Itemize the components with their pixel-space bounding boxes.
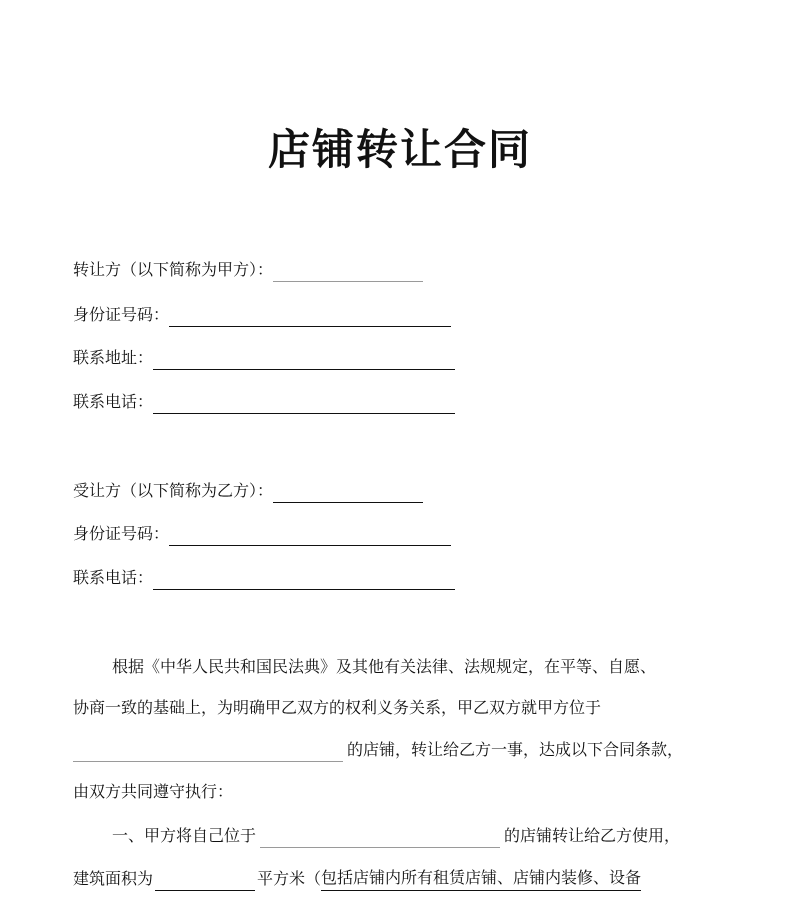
transferee-heading: 受让方（以下简称为乙方）： xyxy=(73,481,274,500)
area-blank[interactable] xyxy=(155,872,255,891)
transferor-heading: 转让方（以下简称为甲方）： xyxy=(73,260,274,279)
transferor-id-label: 身份证号码： xyxy=(73,305,170,324)
clause-1-area-prefix: 建筑面积为 xyxy=(73,869,154,888)
transferor-id-blank[interactable] xyxy=(169,308,451,327)
transferor-name-blank[interactable] xyxy=(273,263,423,282)
transferor-address-row xyxy=(73,346,455,370)
clause-1-location-blank[interactable] xyxy=(260,829,500,848)
clause-1-part-1: 一、甲方将自己位于 xyxy=(112,826,257,845)
clause-1-part-2: 的店铺转让给乙方使用， xyxy=(504,826,681,845)
transferee-id-row xyxy=(73,522,451,546)
preamble-line-2: 协商一致的基础上，为明确甲乙双方的权利义务关系，甲乙双方就甲方位于 xyxy=(73,698,602,717)
transferee-heading-row xyxy=(73,479,423,503)
clause-1-underlined-text: 包括店铺内所有租赁店铺、店铺内装修、设备 xyxy=(321,866,641,891)
transferor-address-label: 联系地址： xyxy=(73,348,154,367)
transferor-phone-label: 联系电话： xyxy=(73,392,154,411)
transferee-id-label: 身份证号码： xyxy=(73,524,170,543)
transferor-phone-row xyxy=(73,390,455,414)
transferor-phone-blank[interactable] xyxy=(153,395,455,414)
clause-1-line-2 xyxy=(73,866,641,891)
preamble-line-3 xyxy=(73,738,683,762)
clause-1-area-unit: 平方米（ xyxy=(257,869,322,888)
transferor-id-row xyxy=(73,303,451,327)
transferor-address-blank[interactable] xyxy=(153,351,455,370)
shop-location-blank[interactable] xyxy=(73,743,343,762)
transferor-heading-row xyxy=(73,258,423,282)
transferee-phone-row xyxy=(73,566,455,590)
clause-1-line-1 xyxy=(112,824,680,848)
transferee-phone-label: 联系电话： xyxy=(73,568,154,587)
transferee-name-blank[interactable] xyxy=(273,484,423,503)
preamble-line-1: 根据《中华人民共和国民法典》及其他有关法律、法规规定，在平等、自愿、 xyxy=(112,657,657,676)
preamble-line-3-text: 的店铺，转让给乙方一事，达成以下合同条款， xyxy=(347,740,684,759)
transferee-phone-blank[interactable] xyxy=(153,571,455,590)
document-title: 店铺转让合同 xyxy=(267,125,532,174)
preamble-line-4: 由双方共同遵守执行： xyxy=(73,782,234,801)
transferee-id-blank[interactable] xyxy=(169,527,451,546)
